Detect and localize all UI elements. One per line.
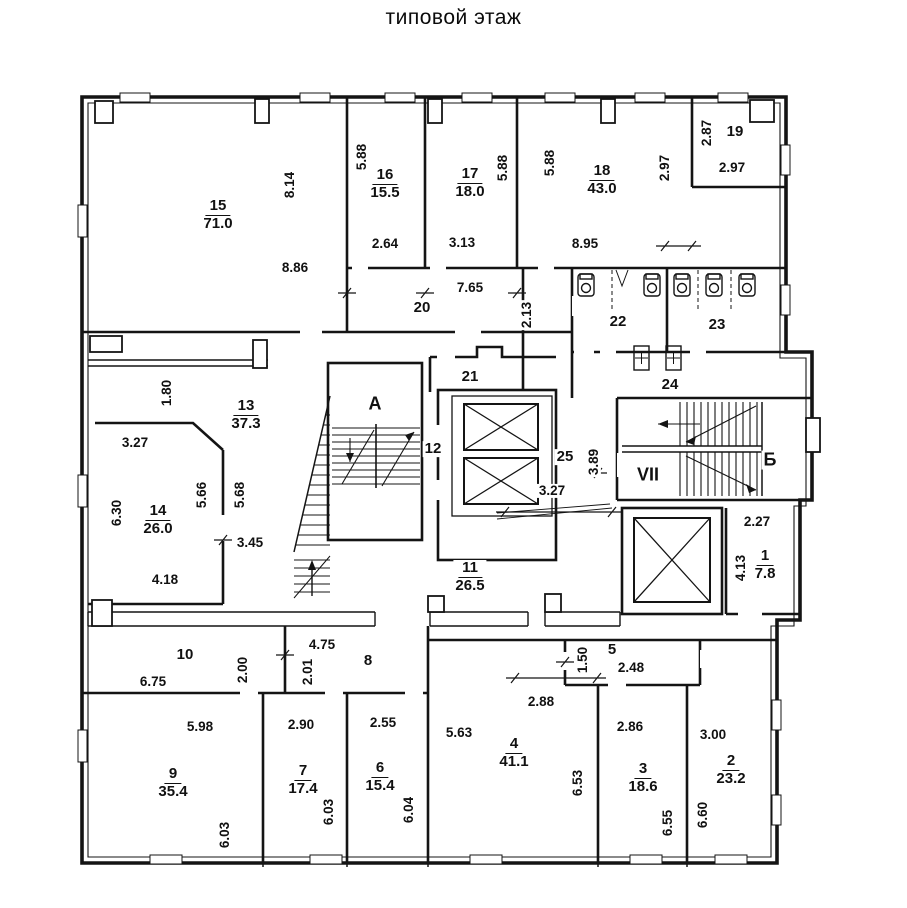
dim-3-27-b: 3.27 (538, 482, 566, 498)
dim-3-00: 3.00 (699, 726, 727, 742)
toilet-icon (739, 274, 755, 296)
dim-8-95: 8.95 (571, 235, 599, 251)
dim-2-64: 2.64 (371, 235, 399, 251)
room-label-3: $\frac{3}{18.6}$ (628, 760, 658, 795)
dim-7-65: 7.65 (456, 279, 484, 295)
room-label-21: 21 (461, 368, 479, 386)
dim-1-50: 1.50 (574, 646, 590, 674)
dim-6-60: 6.60 (694, 801, 710, 829)
room-label-17: $\frac{17}{18.0}$ (455, 165, 485, 200)
dim-3-13: 3.13 (448, 234, 476, 250)
toilet-icon (674, 274, 690, 296)
dim-6-04: 6.04 (400, 796, 416, 824)
ramp-stairs (294, 396, 330, 598)
dim-5-68: 5.68 (231, 481, 247, 509)
dim-6-55: 6.55 (659, 809, 675, 837)
page-title: типовой этаж (385, 6, 522, 29)
dim-5-66: 5.66 (193, 481, 209, 509)
dim-2-01: 2.01 (299, 658, 315, 686)
toilet-icon (706, 274, 722, 296)
dim-2-86: 2.86 (616, 718, 644, 734)
dim-6-75: 6.75 (139, 673, 167, 689)
dim-4-75: 4.75 (308, 636, 336, 652)
freight-elevator (634, 518, 710, 602)
room-label-19: 19 (726, 123, 744, 141)
room-label-1: $\frac{1}{7.8}$ (754, 547, 776, 582)
room-label-9: $\frac{9}{35.4}$ (158, 765, 188, 800)
dim-8-14: 8.14 (281, 171, 297, 199)
room-label-8: 8 (363, 652, 373, 670)
staircase-b-label: Б (763, 449, 777, 470)
dim-6-03-b: 6.03 (320, 798, 336, 826)
room-label-12: 12 (424, 440, 442, 458)
room-label-15: $\frac{15}{71.0}$ (203, 197, 233, 232)
dim-3-89: 3.89 (585, 448, 601, 476)
dim-2-90: 2.90 (287, 716, 315, 732)
dim-2-13: 2.13 (518, 301, 534, 329)
dim-6-03-a: 6.03 (216, 821, 232, 849)
dim-8-86: 8.86 (281, 259, 309, 275)
room-label-25: 25 (556, 448, 574, 466)
toilet-icon (644, 274, 660, 296)
dim-6-30: 6.30 (108, 499, 124, 527)
dim-5-88-18: 5.88 (541, 149, 557, 177)
dim-2-88: 2.88 (527, 693, 555, 709)
room-label-18: $\frac{18}{43.0}$ (587, 162, 617, 197)
room-label-14: $\frac{14}{26.0}$ (143, 502, 173, 537)
dim-5-88-17: 5.88 (494, 154, 510, 182)
dim-6-53: 6.53 (569, 769, 585, 797)
sink-icon (634, 346, 649, 370)
dim-2-97-v: 2.97 (656, 154, 672, 182)
dim-2-97-h: 2.97 (718, 159, 746, 175)
room-label-10: 10 (176, 646, 194, 664)
room-label-23: 23 (708, 316, 726, 334)
dim-5-63: 5.63 (445, 724, 473, 740)
dim-1-80: 1.80 (158, 379, 174, 407)
windows (78, 93, 790, 864)
toilet-icon (578, 274, 594, 296)
room-label-13: $\frac{13}{37.3}$ (231, 397, 261, 432)
dim-3-27-a: 3.27 (121, 434, 149, 450)
dim-5-88-16: 5.88 (353, 143, 369, 171)
room-label-6: $\frac{6}{15.4}$ (365, 759, 395, 794)
room-label-24: 24 (661, 376, 679, 394)
dim-4-13: 4.13 (732, 554, 748, 582)
room-label-5: 5 (607, 641, 617, 659)
vii-label: VII (636, 464, 660, 485)
staircase-a-label: А (368, 393, 382, 414)
room-label-4: $\frac{4}{41.1}$ (499, 735, 529, 770)
room-label-22: 22 (609, 313, 627, 331)
staircase-a (332, 424, 420, 488)
room-label-11: $\frac{11}{26.5}$ (455, 559, 485, 594)
room-label-7: $\frac{7}{17.4}$ (288, 762, 318, 797)
dim-2-00: 2.00 (234, 656, 250, 684)
room-label-2: $\frac{2}{23.2}$ (716, 752, 746, 787)
dim-4-18: 4.18 (151, 571, 179, 587)
dim-2-55: 2.55 (369, 714, 397, 730)
dim-2-48: 2.48 (617, 659, 645, 675)
dim-5-98: 5.98 (186, 718, 214, 734)
outer-walls (82, 97, 812, 863)
room-label-20: 20 (413, 299, 431, 317)
inner-walls (82, 97, 812, 863)
dim-2-27: 2.27 (743, 513, 771, 529)
room-label-16: $\frac{16}{15.5}$ (370, 166, 400, 201)
dim-2-87: 2.87 (698, 119, 714, 147)
dim-3-45: 3.45 (236, 534, 264, 550)
